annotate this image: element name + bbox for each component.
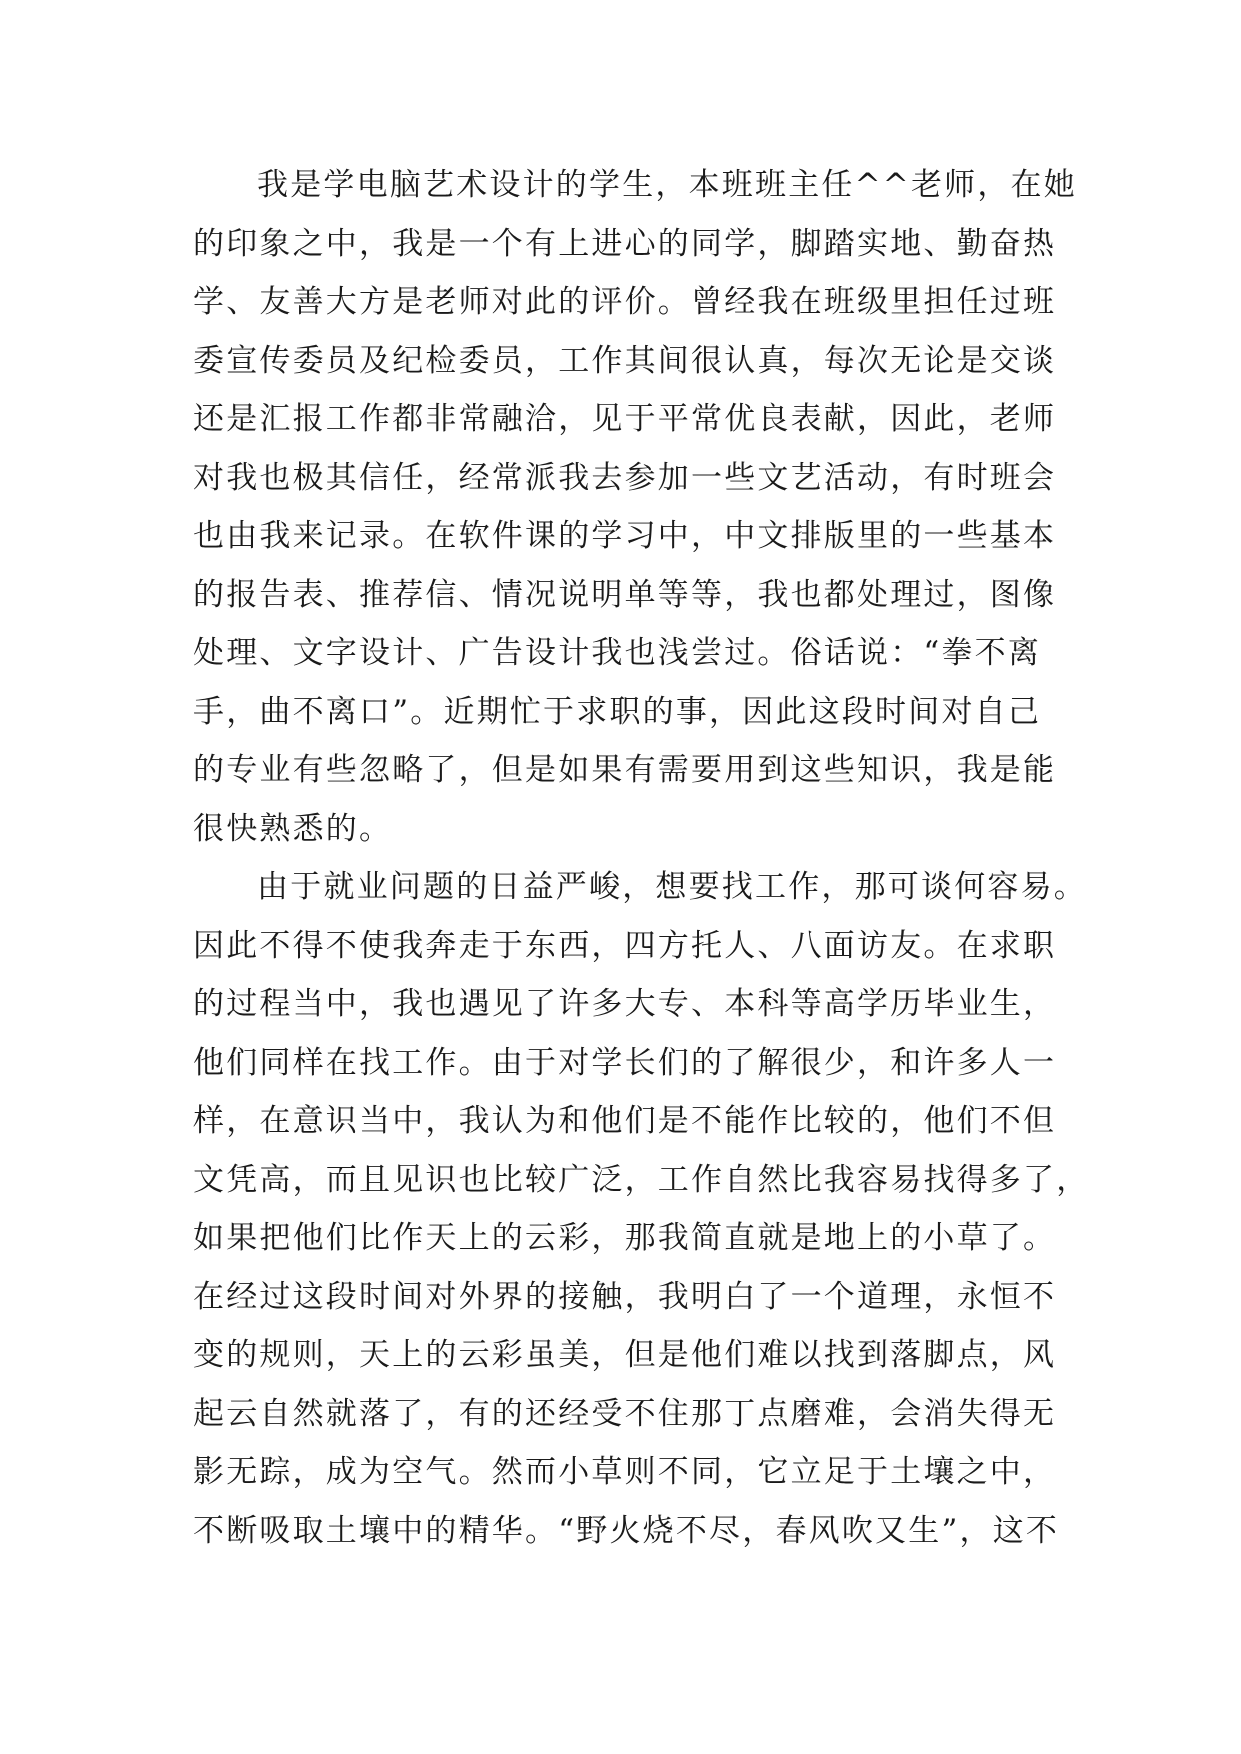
text-line: 手，曲不离口”。近期忙于求职的事，因此这段时间对自己 (193, 693, 1042, 730)
text-line: 的报告表、推荐信、情况说明单等等，我也都处理过，图像 (193, 576, 1057, 613)
text-line: 也由我来记录。在软件课的学习中，中文排版里的一些基本 (193, 518, 1057, 554)
text-line: 的印象之中，我是一个有上进心的同学，脚踏实地、勤奋热 (193, 225, 1057, 262)
text-line: 他们同样在找工作。由于对学长们的了解很少，和许多人一 (193, 1044, 1057, 1081)
text-line: 在经过这段时间对外界的接触，我明白了一个道理，永恒不 (193, 1278, 1057, 1315)
text-line: 如果把他们比作天上的云彩，那我简直就是地上的小草了。 (193, 1220, 1057, 1256)
text-line: 的过程当中，我也遇见了许多大专、本科等高学历毕业生， (193, 986, 1057, 1022)
paragraph-2 (193, 858, 1090, 1560)
text-line: 还是汇报工作都非常融洽，见于平常优良表献，因此，老师 (193, 401, 1057, 437)
text-line: 我是学电脑艺术设计的学生，本班班主任^^老师，在她 (257, 167, 1077, 203)
text-line: 由于就业问题的日益严峻，想要找工作，那可谈何容易。 (257, 869, 1087, 905)
text-line: 学、友善大方是老师对此的评价。曾经我在班级里担任过班 (193, 284, 1057, 320)
text-line: 对我也极其信任，经常派我去参加一些文艺活动，有时班会 (193, 459, 1057, 496)
text-line: 的专业有些忽略了，但是如果有需要用到这些知识，我是能 (193, 752, 1057, 788)
text-line: 变的规则，天上的云彩虽美，但是他们难以找到落脚点，风 (193, 1337, 1057, 1373)
text-line: 委宣传委员及纪检委员，工作其间很认真，每次无论是交谈 (193, 342, 1057, 379)
body-text (193, 156, 1090, 1560)
paragraph-1 (193, 156, 1077, 858)
text-line: 影无踪，成为空气。然而小草则不同，它立足于土壤之中， (193, 1454, 1057, 1490)
text-line: 起云自然就落了，有的还经受不住那丁点磨难，会消失得无 (193, 1395, 1057, 1432)
text-line: 不断吸取土壤中的精华。“野火烧不尽，春风吹又生”，这不 (193, 1512, 1060, 1549)
text-line: 因此不得不使我奔走于东西，四方托人、八面访友。在求职 (193, 927, 1057, 964)
text-line: 处理、文字设计、广告设计我也浅尝过。俗话说：“拳不离 (193, 635, 1042, 671)
text-line: 很快熟悉的。 (193, 810, 393, 847)
text-line: 文凭高，而且见识也比较广泛，工作自然比我容易找得多了， (193, 1161, 1090, 1198)
text-line: 样，在意识当中，我认为和他们是不能作比较的，他们不但 (193, 1103, 1057, 1139)
